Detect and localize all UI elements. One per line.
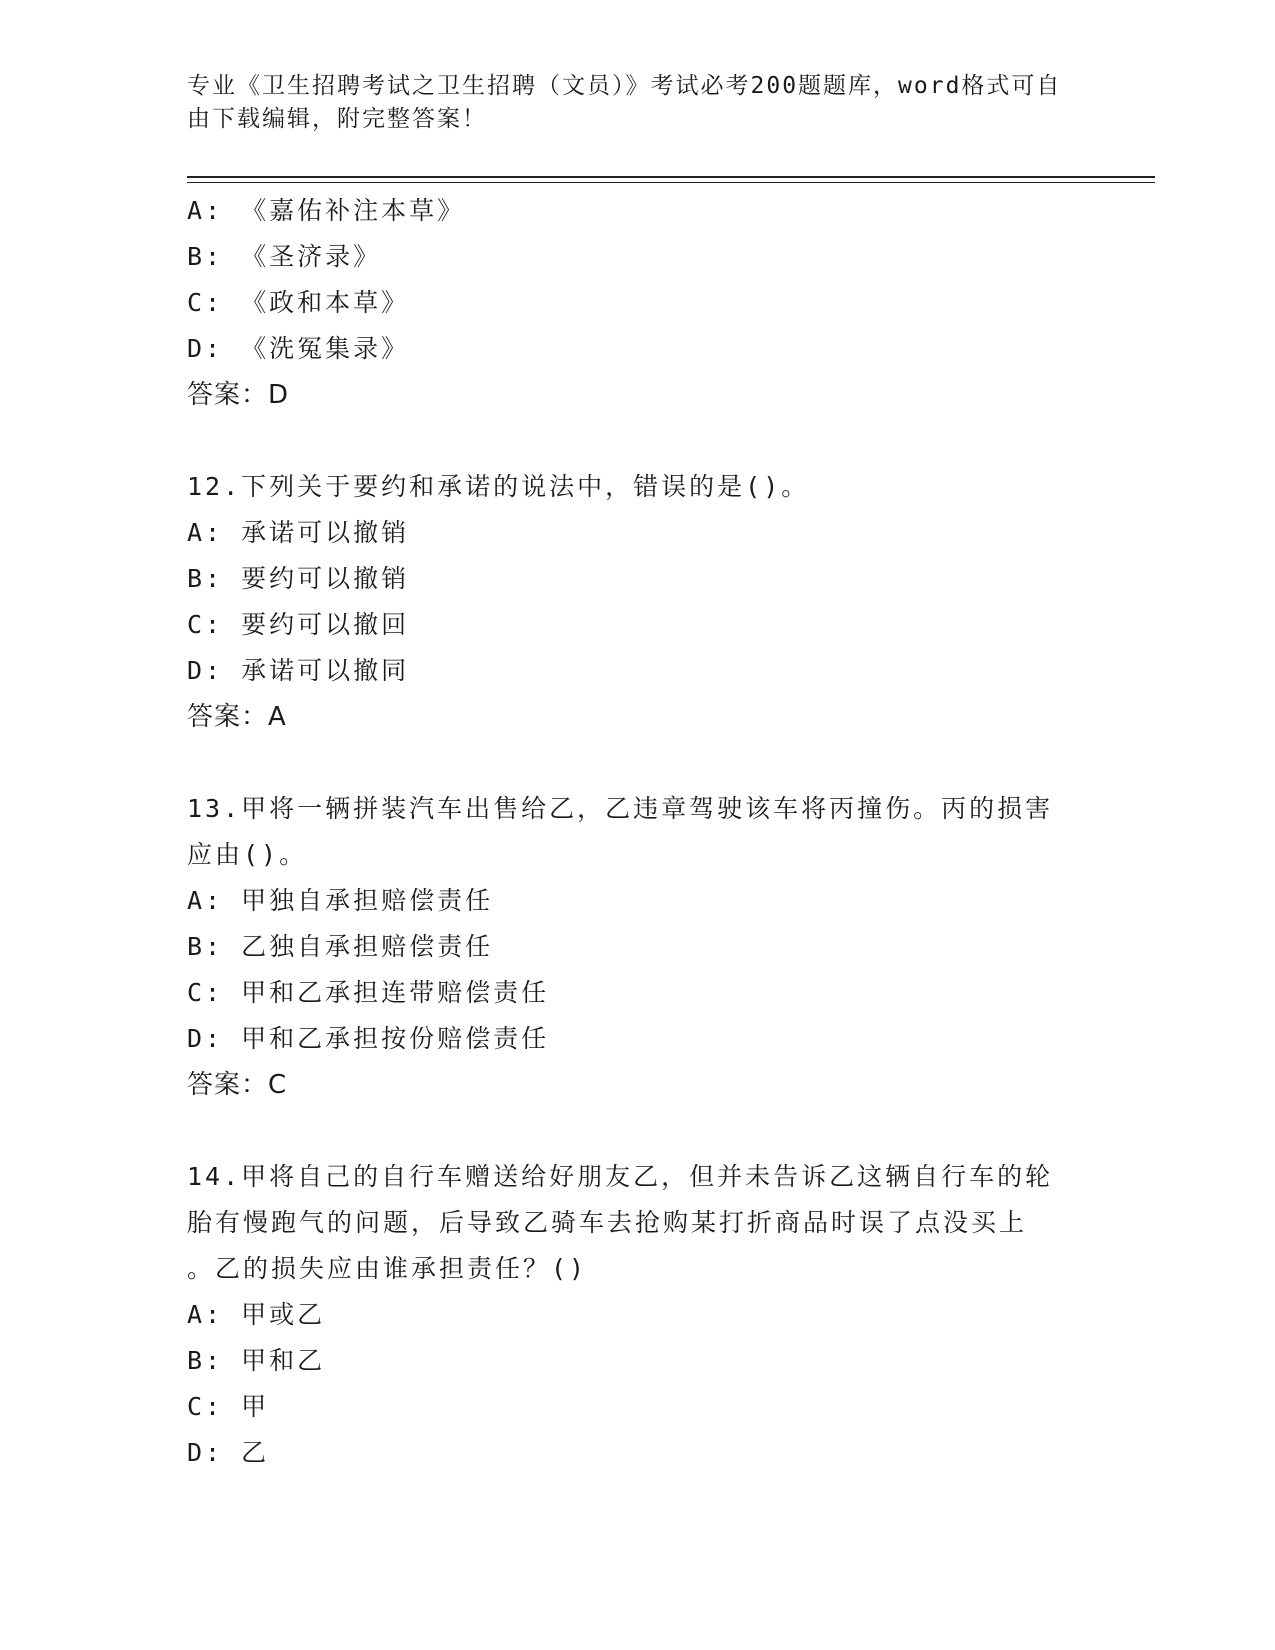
question-list [187,188,1087,1476]
option-b: B: 乙独自承担赔偿责任 [187,932,494,961]
option-a: A: 《嘉佑补注本草》 [187,196,466,225]
question-text: 12.下列关于要约和承诺的说法中，错误的是()。 [187,472,810,501]
option-b: B: 要约可以撤销 [187,564,410,593]
option-c: C: 要约可以撤回 [187,610,410,639]
header-divider-thick [187,176,1155,178]
answer-label: 答案：D [187,380,290,410]
question-text-line-2: 胎有慢跑气的问题，后导致乙骑车去抢购某打折商品时误了点没买上 [187,1208,1028,1237]
option-b: B: 甲和乙 [187,1346,326,1375]
question-13 [187,786,1087,1108]
option-d: D: 甲和乙承担按份赔偿责任 [187,1024,550,1053]
answer-label: 答案：A [187,702,287,732]
option-d: D: 承诺可以撤同 [187,656,410,685]
option-c: C: 甲和乙承担连带赔偿责任 [187,978,550,1007]
header-line-2: 由下载编辑，附完整答案！ [187,106,487,132]
header-line-1: 专业《卫生招聘考试之卫生招聘（文员）》考试必考200题题库，word格式可自 [187,73,1062,99]
option-d: D: 乙 [187,1438,270,1467]
option-a: A: 甲独自承担赔偿责任 [187,886,494,915]
option-c: C: 甲 [187,1392,270,1421]
question-text-line-1: 14.甲将自己的自行车赠送给好朋友乙，但并未告诉乙这辆自行车的轮 [187,1162,1054,1191]
spacer [187,1108,1087,1154]
question-14 [187,1154,1087,1476]
option-a: A: 甲或乙 [187,1300,326,1329]
spacer [187,740,1087,786]
option-a: A: 承诺可以撤销 [187,518,410,547]
option-c: C: 《政和本草》 [187,288,410,317]
question-12 [187,464,1087,740]
question-11 [187,188,1087,418]
document-header [187,70,1067,136]
option-d: D: 《洗冤集录》 [187,334,410,363]
question-text-line-1: 13.甲将一辆拼装汽车出售给乙，乙违章驾驶该车将丙撞伤。丙的损害 [187,794,1054,823]
header-divider-thin [187,182,1155,183]
question-text-line-2: 应由()。 [187,840,308,869]
spacer [187,418,1087,464]
option-b: B: 《圣济录》 [187,242,382,271]
question-text-line-3: 。乙的损失应由谁承担责任？() [187,1254,588,1283]
answer-label: 答案：C [187,1070,288,1100]
